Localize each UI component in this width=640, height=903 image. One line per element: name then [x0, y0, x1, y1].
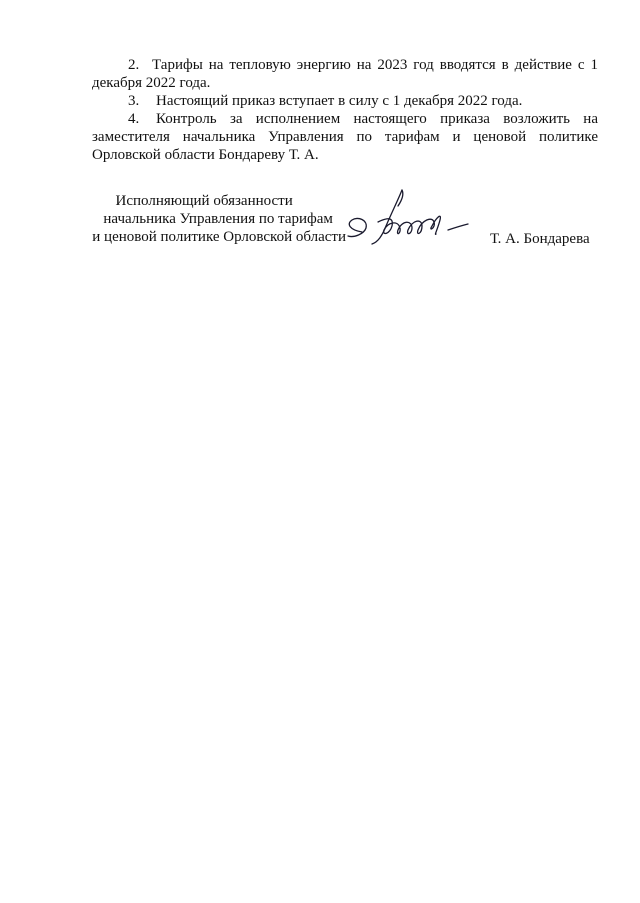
paragraph-text: Тарифы на тепловую энергию на 2023 год вводятся в действие с 1 декабря 2022 года. — [92, 57, 598, 91]
paragraph-number: 3. — [128, 93, 140, 109]
handwritten-signature-icon — [342, 186, 482, 250]
paragraph-number: 2. — [128, 57, 140, 73]
signer-position — [92, 192, 346, 246]
position-line-3: и ценовой политике Орловской области — [92, 229, 346, 245]
paragraph-number: 4. — [128, 111, 140, 127]
paragraph-3 — [92, 92, 598, 110]
signature-block — [0, 192, 640, 262]
paragraph-4 — [92, 110, 598, 164]
position-line-2: начальника Управления по тарифам — [103, 211, 333, 227]
document-body — [92, 56, 598, 164]
paragraph-2 — [92, 56, 598, 92]
paragraph-text: Контроль за исполнением настоящего приказа возложить на заместителя начальника Управления по тарифам и ценовой политике Орловской области Бондареву Т. А. — [92, 111, 598, 163]
paragraph-text: Настоящий приказ вступает в силу с 1 декабря 2022 года. — [156, 93, 523, 109]
position-line-1: Исполняющий обязанности — [115, 193, 293, 209]
signer-name: Т. А. Бондарева — [490, 231, 590, 247]
